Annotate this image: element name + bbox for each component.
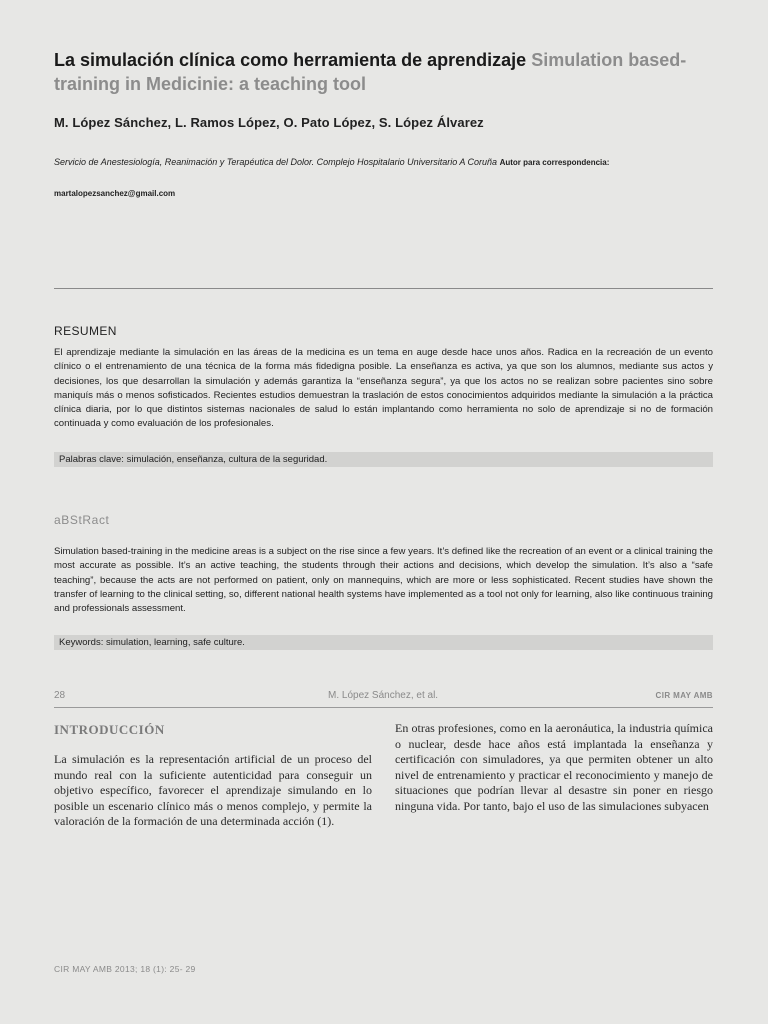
title-english: Simulation based-training in Medicinie: a teaching tool	[54, 50, 687, 94]
resumen-text: El aprendizaje mediante la simulación en las áreas de la medicina es un tema en auge desde hace unos años. Radica en la recreación de un evento clínico o el entrenamiento de una técnica de la forma más fidedigna posible. La enseñanza es activa, ya que son los alumnos, mediante sus actos y decisiones, los que desarrollan la simulación y además garantiza la “enseñanza segura”, ya que los actos no se realizan sobre pacientes sino sobre maniquís más o menos sofisticados. Recientes estudios demuestran la traslación de estos conocimientos adquiridos mediante la simulación a la práctica clínica diaria, por lo que distintos sistemas nacionales de salud lo están implantando como herramienta no solo de aprendizaje si no de formación continuada y como evaluación de los profesionales.	[54, 347, 713, 430]
article-title	[54, 48, 694, 96]
running-footer	[54, 690, 713, 705]
header-divider	[54, 288, 713, 289]
correspondence-email: martalopezsanchez@gmail.com	[54, 189, 176, 198]
correspondence-label: Autor para correspondencia:	[499, 158, 610, 167]
keywords-spanish: Palabras clave: simulación, enseñanza, cultura de la seguridad.	[54, 452, 713, 467]
page-number: 28	[54, 690, 66, 701]
author-list: M. López Sánchez, L. Ramos López, O. Pato López, S. López Álvarez	[54, 115, 484, 130]
footer-divider	[54, 707, 713, 708]
affiliation-service: Servicio de Anestesiología, Reanimación y Terapéutica del Dolor. Complejo Hospitalario Universitario A Coruña	[54, 157, 498, 167]
journal-citation: CIR MAY AMB 2013; 18 (1): 25- 29	[54, 964, 196, 974]
title-spanish: La simulación clínica como herramienta de aprendizaje	[54, 50, 527, 70]
keywords-english: Keywords: simulation, learning, safe culture.	[54, 635, 713, 650]
intro-left-column: La simulación es la representación artificial de un proceso del mundo real con la suficiente autenticidad para conseguir un objetivo específico, favorecer el aprendizaje simulando en lo posible un escenario clínico más o menos complejo, y permite la valoración de la formación de una determinada acción (1).	[54, 752, 372, 828]
running-journal: CIR MAY AMB	[655, 691, 713, 700]
abstract-text: Simulation based-training in the medicine areas is a subject on the rise since a few years. It’s defined like the recreation of an event or a clinical training the most accurate as possible. It’s an active teaching, the students through their actions and decisions, which develop the simulation. It’s also a “safe teaching”, because the acts are not performed on patient, only on mannequins, which are more or less sophisticated. Recent studies have shown the transfer of learning to the clinical setting, so, different national health systems have implemented as a tool not only for learning, also like continuous training and professionals assessment.	[54, 546, 713, 615]
resumen-heading: RESUMEN	[54, 324, 117, 338]
abstract-heading: aBStRact	[54, 513, 110, 527]
running-authors: M. López Sánchez, et al.	[328, 690, 439, 701]
intro-heading: INTRODUCCIÓN	[54, 722, 165, 737]
affiliation	[54, 147, 694, 209]
intro-right-column: En otras profesiones, como en la aeronáutica, la industria química o nuclear, desde hace años está implantada la enseñanza y certificación con simuladores, ya que permiten obtener un alto nivel de entrenamiento y practicar el reconocimiento y manejo de situaciones que podrían llevar al desastre sin poner en riesgo ninguna vida. Por tanto, bajo el uso de las simulaciones subyacen	[395, 721, 713, 813]
